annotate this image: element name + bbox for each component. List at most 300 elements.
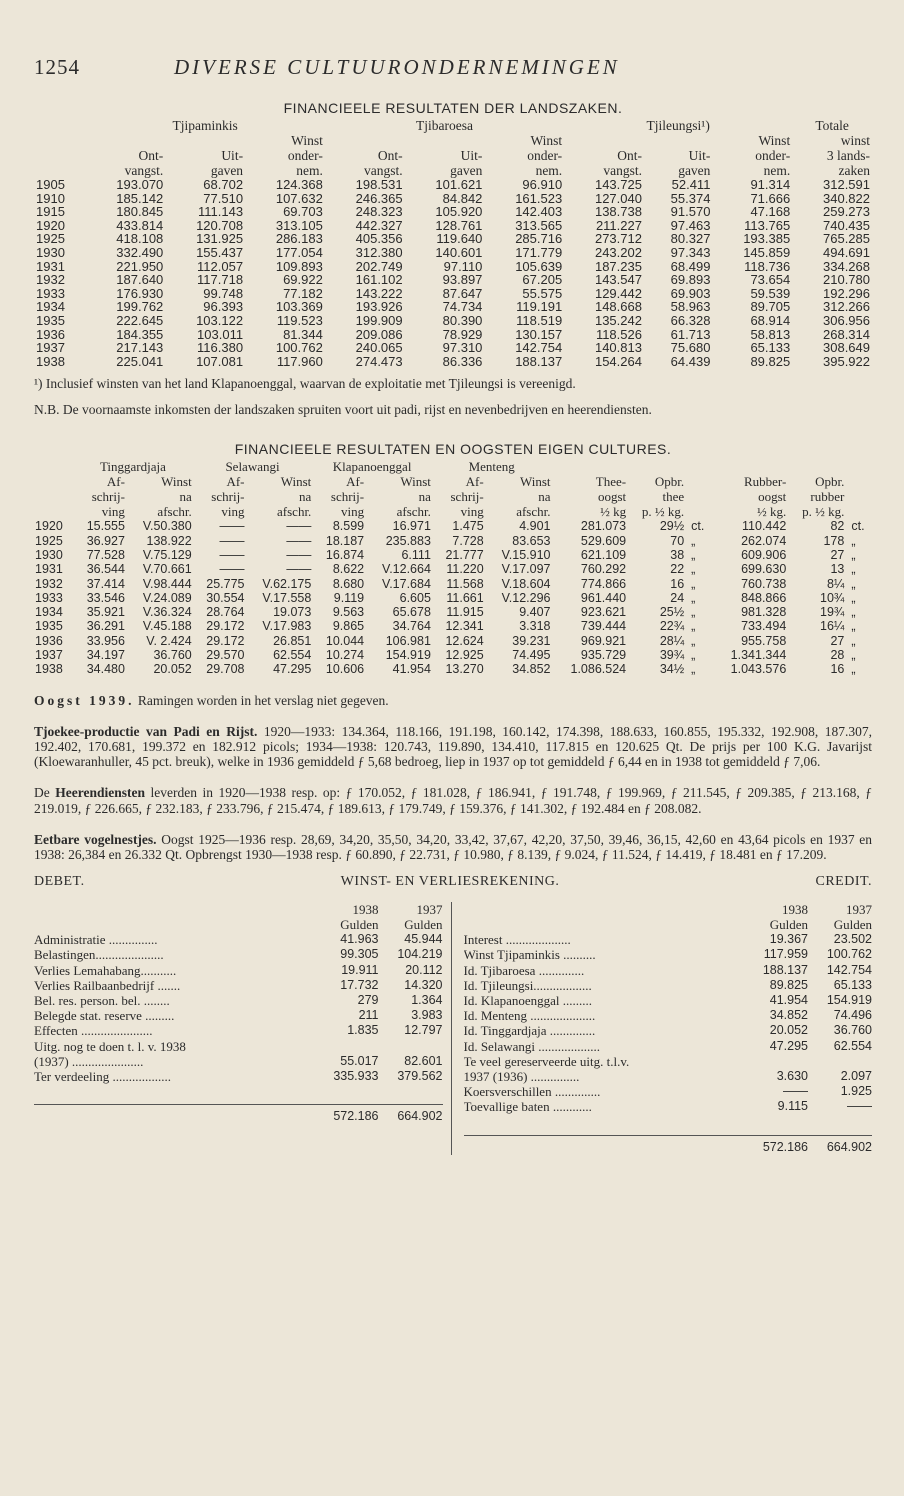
fin-cell: 1937 (36, 340, 65, 356)
tjoekee-text: 1920—1933: 134.364, 118.166, 191.198, 160.142, 174.398, 188.633, 160.855, 195.332, 192.908, 187.307, 192.402, 170.681, 199.372 en 182.912 picols; 1934—1938: 120.743, 119.890, 134.410, 117.815 en 120.625 Qt. De prijs per 100 K.G. Javarijst (Kloewaranhuller, 45 pct. breuk), welke in 1936 gemiddeld ƒ 5,68 bedroeg, liep in 1937 op tot gemiddeld ƒ 6,44 en in 1938 tot gemiddeld ƒ 7,06. (34, 723, 873, 770)
credit-value-1937: 65.133 (833, 977, 872, 992)
cult-cell: 82 (830, 519, 845, 534)
cult-head_row3 (34, 504, 872, 519)
cult-cell: „ (691, 662, 696, 677)
credit-row (464, 1054, 873, 1069)
fin-cell: 202.749 (355, 258, 403, 274)
credit-row (464, 1069, 873, 1084)
credit-value-1938: 3.630 (776, 1069, 808, 1084)
fin-cell: 494.691 (823, 244, 870, 260)
cult-col-header: schrij- (91, 489, 125, 505)
credit-unit-1937: Gulden (833, 917, 872, 933)
vogel-label: Eetbare vogelnestjes. (34, 831, 157, 847)
fin-cell: 116.380 (197, 340, 244, 356)
cult-col-header: Af- (226, 474, 245, 490)
heeren-label: Heerendiensten (55, 785, 146, 801)
fin-cell: 246.365 (355, 190, 403, 206)
cult-col-header (34, 474, 73, 489)
cult-head_row2 (34, 489, 872, 504)
cult-cell: 923.621 (580, 605, 627, 620)
fin-cell: 308.649 (823, 340, 870, 356)
cult-group-3: Menteng (468, 459, 515, 475)
fin-cell: 193.926 (355, 299, 403, 315)
cult-cell: 29.172 (206, 633, 245, 648)
credit-label: Toevallige baten ............ (463, 1099, 592, 1115)
fin-cell: 188.137 (515, 353, 563, 369)
cult-table (34, 459, 872, 676)
cult-group-2: Klapanoenggal (332, 459, 412, 475)
debit-value-1937: 379.562 (397, 1069, 443, 1084)
fin-cell: 142.403 (515, 204, 563, 220)
fin-table-row (34, 273, 872, 287)
credit-value-1938: 19.367 (769, 932, 808, 947)
cult-col-header: Af- (346, 474, 365, 490)
cult-cell: 27 (830, 633, 845, 648)
cult-cell: 13.270 (445, 662, 484, 677)
fin-cell: 140.601 (435, 244, 483, 260)
credit-unit-row (464, 917, 873, 932)
fin-cell: 1910 (36, 190, 65, 206)
cult-cell: „ (691, 547, 696, 562)
credit-value-1937: 62.554 (833, 1038, 872, 1053)
credit-label: 1937 (1936) ............... (463, 1069, 580, 1085)
cult-cell: 178 (823, 533, 845, 548)
credit-label: CREDIT. (815, 874, 872, 890)
fin-cell: 225.041 (116, 353, 164, 369)
cult-cell: 33.546 (86, 590, 125, 605)
credit-value-1937: 36.760 (833, 1023, 872, 1038)
fin-cell: 68.702 (203, 177, 244, 192)
fin-cell: 68.499 (670, 258, 711, 274)
cult-cell: 1935 (35, 619, 63, 634)
fin-cell: 143.547 (594, 272, 642, 288)
cult-table-row (34, 534, 872, 548)
heeren-prefix: De (34, 785, 50, 801)
fin-col-header (86, 133, 166, 148)
fin-cell: 81.344 (283, 326, 323, 342)
cult-cell: „ (851, 590, 856, 605)
fin-cell: 91.570 (670, 204, 711, 220)
heeren-paragraph (34, 785, 872, 815)
credit-value-1937: 23.502 (833, 932, 872, 947)
fin-cell: 171.779 (515, 244, 563, 260)
credit-label: Id. Tinggardjaja .............. (463, 1023, 596, 1039)
debit-value-1938: 335.933 (333, 1069, 379, 1084)
fin-cell: 180.845 (116, 204, 164, 220)
debit-year-1937: 1937 (416, 902, 443, 918)
cult-cell: 12.925 (445, 647, 484, 662)
fin-cell: 221.950 (116, 258, 164, 274)
cult-cell: 1925 (35, 533, 63, 548)
vogel-paragraph (34, 832, 872, 862)
cult-col-header (845, 504, 872, 519)
fin-cell: 84.842 (442, 190, 483, 206)
cult-col-header: afschr. (157, 504, 192, 520)
debit-value-1937: 3.983 (411, 1008, 443, 1023)
cult-col-header: na (299, 489, 312, 505)
heeren-text: leverden in 1920—1938 resp. op: ƒ 170.052, ƒ 181.028, ƒ 186.941, ƒ 191.748, ƒ 199.969, ƒ 211.545, ƒ 209.385, ƒ 213.168, ƒ 219.019, ƒ 226.665, ƒ 232.183, ƒ 233.796, ƒ 215.474, ƒ 189.613, ƒ 179.749, ƒ 159.376, ƒ 141.302, ƒ 192.484 en ƒ 208.082. (34, 785, 873, 816)
fin-cell: 101.621 (435, 177, 483, 192)
fin-cell: 80.390 (442, 312, 483, 328)
fin-col-header (564, 133, 644, 148)
fin-cell: 77.182 (283, 285, 323, 301)
debit-row (34, 1069, 443, 1084)
credit-label: Id. Selawangi ................... (463, 1038, 600, 1054)
cult-cell: 74.495 (512, 647, 551, 662)
fin-cell: 1931 (36, 258, 65, 274)
debit-unit-1937: Gulden (404, 917, 443, 933)
fin-cell: 118.736 (744, 258, 791, 274)
fin-cell: 306.956 (823, 312, 870, 328)
debit-row (34, 993, 443, 1008)
cult-cell: V.75.129 (142, 547, 192, 562)
fin-cell: 87.647 (442, 285, 483, 301)
cult-cell: 34.852 (512, 662, 551, 677)
fin-cell: 765.285 (823, 231, 870, 247)
fin-cell: 131.925 (196, 231, 244, 247)
fin-table-row (34, 246, 872, 260)
fin-cell: 119.523 (276, 312, 323, 328)
fin-col-header: vangst. (124, 163, 164, 178)
fin-cell: 145.859 (743, 244, 791, 260)
credit-label: Id. Menteng .................... (463, 1008, 596, 1024)
fin-cell: 118.526 (595, 326, 642, 342)
fin-col-header: vangst. (364, 163, 403, 178)
fin-cell: 61.713 (670, 326, 711, 342)
cult-cell: 36.291 (86, 619, 125, 634)
cult-blank-right (552, 459, 873, 474)
cult-cell: 38 (670, 547, 685, 562)
debit-label: Administratie ............... (34, 932, 158, 948)
cult-col-header: schrij- (211, 489, 245, 505)
cult-cell: 65.678 (392, 605, 431, 620)
cult-cell: V.50.380 (142, 519, 192, 534)
fin-cell: 105.920 (435, 204, 483, 220)
cult-cell: 11.568 (446, 576, 484, 591)
fin-cell: 177.054 (275, 244, 323, 260)
fin-cell: 103.369 (275, 299, 323, 315)
cult-cell: 16 (670, 576, 685, 591)
cult-col-header (34, 504, 73, 519)
fin-cell: 119.191 (516, 299, 563, 315)
cult-col-header: schrij- (450, 489, 484, 505)
fin-cell: 75.680 (670, 340, 711, 356)
cult-cell: „ (851, 576, 856, 591)
fin-head_row1 (34, 133, 872, 148)
cult-cell: 39¾ (659, 647, 685, 662)
cult-cell: V.12.664 (382, 562, 431, 577)
fin-cell: 184.355 (116, 326, 164, 342)
fin-group-2: Tjileungsi¹) (646, 118, 710, 133)
cult-group-1: Selawangi (225, 459, 280, 475)
fin-cell: 67.205 (522, 272, 563, 288)
cult-cell: 36.760 (153, 647, 192, 662)
cult-cell: 25½ (659, 605, 685, 620)
cult-table-row (34, 648, 872, 662)
fin-cell: 740.435 (823, 217, 870, 233)
cult-col-header: p. ½ kg. (802, 504, 845, 520)
cult-cell: ct. (691, 519, 705, 534)
cult-cell: 11.220 (446, 562, 484, 577)
cult-col-header: ving (101, 504, 125, 520)
oogst-paragraph (34, 693, 872, 708)
cult-table-row (34, 591, 872, 605)
cult-cell: 4.901 (519, 519, 551, 534)
cult-cell: 235.883 (385, 533, 431, 548)
fin-cell: 199.762 (116, 299, 164, 315)
cult-cell: V.62.175 (262, 576, 312, 591)
cult-cell: 8.622 (332, 562, 365, 577)
fin-cell: 1920 (36, 217, 65, 233)
cult-col-header: Opbr. (654, 474, 685, 490)
cult-cell: 37.414 (86, 576, 125, 591)
fin-cell: 1915 (36, 204, 65, 220)
debit-value-1938: 1.835 (347, 1023, 379, 1038)
fin-col-header: Ont- (377, 148, 403, 163)
cult-cell: 34.197 (86, 647, 125, 662)
cult-cell: 47.295 (273, 662, 312, 677)
cult-cell: 16.874 (325, 547, 365, 562)
cult-cell: —— (219, 533, 245, 548)
debit-value-1937: 104.219 (397, 947, 443, 962)
fin-col-header: zaken (838, 163, 870, 178)
cult-cell: 10.274 (325, 647, 365, 662)
cult-cell: 29½ (659, 519, 685, 534)
cult-table-row (34, 605, 872, 619)
cult-cell: 1920 (35, 519, 63, 534)
cult-cell: 16.971 (392, 519, 431, 534)
fin-cell: 1930 (36, 244, 65, 260)
cult-col-header: ving (460, 504, 484, 520)
fin-cell: 80.327 (670, 231, 711, 247)
cult-cell: 138.922 (146, 533, 192, 548)
fin-col-header: nem. (763, 163, 791, 178)
cult-cell: 27 (830, 547, 845, 562)
cult-cell: V.36.324 (142, 605, 192, 620)
debit-value-1937: 45.944 (404, 932, 443, 947)
cult-cell: 281.073 (580, 519, 627, 534)
cult-cell: „ (691, 533, 696, 548)
running-title: DIVERSE CULTUURONDERNEMINGEN (174, 55, 620, 79)
cult-cell: 9.865 (332, 619, 365, 634)
fin-cell: 1936 (36, 326, 65, 342)
fin-cell: 285.716 (515, 231, 563, 247)
credit-total-row (464, 1135, 873, 1155)
tjoekee-paragraph (34, 724, 872, 770)
cult-cell: 29.172 (206, 619, 245, 634)
fin-group-3: Totale (815, 118, 849, 133)
cult-table-title: FINANCIEELE RESULTATEN EN OOGSTEN EIGEN CULTURES. (234, 441, 672, 458)
fin-col-header: onder- (527, 148, 563, 163)
cult-cell: 848.866 (741, 590, 787, 605)
fin-cell: 161.102 (355, 272, 403, 288)
credit-total-1938: 572.186 (762, 1139, 808, 1154)
debit-label: Verlies Lemahabang........... (34, 962, 177, 978)
cult-cell: 1931 (35, 562, 63, 577)
oogst-label: Oogst 1939. (34, 692, 135, 708)
cult-cell: 733.494 (741, 619, 787, 634)
credit-value-1937: 74.496 (833, 1008, 872, 1023)
fin-cell: 193.385 (743, 231, 791, 247)
credit-label: Id. Tjibaroesa .............. (463, 962, 585, 978)
fin-col-header: 3 lands- (826, 148, 870, 163)
fin-cell: 1934 (36, 299, 65, 315)
fin-cell: 58.963 (670, 299, 711, 315)
fin-cell: 286.183 (275, 231, 323, 247)
cult-col-header (845, 474, 872, 489)
credit-label: Id. Klapanoenggal ......... (463, 993, 593, 1009)
credit-value-1938: —— (783, 1084, 808, 1099)
cult-cell: 7.728 (452, 533, 484, 548)
fin-cell: 97.310 (442, 340, 483, 356)
credit-row (464, 947, 873, 962)
debit-value-1938: 99.305 (340, 947, 379, 962)
fin-col-header: Uit- (460, 148, 483, 163)
credit-value-1937: 100.762 (826, 947, 872, 962)
cult-cell: „ (691, 576, 696, 591)
cult-cell: 25.775 (206, 576, 245, 591)
cult-cell: „ (691, 633, 696, 648)
credit-label: Winst Tjipaminkis .......... (463, 947, 596, 963)
cult-col-header: ving (221, 504, 245, 520)
fin-table-row (34, 355, 872, 369)
fin-cell: 268.314 (823, 326, 870, 342)
cult-cell: V.24.089 (142, 590, 192, 605)
cult-cell: 28¼ (659, 633, 685, 648)
fin-cell: 1935 (36, 312, 65, 328)
cult-cell: 110.442 (742, 519, 787, 534)
fin-cell: 187.640 (116, 272, 164, 288)
credit-label: Koersverschillen .............. (463, 1084, 601, 1100)
fin-cell: 1925 (36, 231, 65, 247)
fin-table-row (34, 341, 872, 355)
credit-label: Te veel gereserveerde uitg. t.l.v. (463, 1053, 630, 1069)
cult-cell: 1.475 (452, 519, 484, 534)
cult-cell: 15.555 (86, 519, 125, 534)
cult-col-header: schrij- (330, 489, 365, 505)
credit-value-1937: 142.754 (826, 962, 872, 977)
cult-group-header (34, 459, 872, 474)
fin-cell: 129.442 (594, 285, 642, 301)
cult-table-row (34, 519, 872, 533)
debit-value-1937: 1.364 (411, 993, 443, 1008)
credit-row (464, 1039, 873, 1054)
fin-cell: 77.510 (203, 190, 244, 206)
wv-account (34, 902, 872, 1155)
fin-col-header: gaven (210, 163, 244, 178)
cult-col-header: afschr. (277, 504, 312, 520)
debit-unit-1938: Gulden (340, 917, 379, 933)
debit-value-1937: 20.112 (405, 962, 443, 977)
cult-cell: V.18.604 (501, 576, 551, 591)
credit-value-1938: 188.137 (762, 962, 808, 977)
cult-cell: 8¼ (826, 576, 845, 591)
debit-row (34, 1008, 443, 1023)
fin-cell: 58.813 (750, 326, 791, 342)
cult-cell: 9.407 (519, 605, 551, 620)
fin-cell: 111.143 (198, 204, 244, 220)
cult-cell: 77.528 (86, 547, 125, 562)
debit-row (34, 932, 443, 947)
cult-cell: 22 (670, 562, 685, 577)
cult-cell: 1936 (35, 633, 63, 648)
credit-value-1938: 20.052 (769, 1023, 808, 1038)
debit-row (34, 963, 443, 978)
fin-head_row3 (34, 163, 872, 178)
cult-cell: „ (691, 619, 696, 634)
cult-cell: 28.764 (206, 605, 245, 620)
cult-table-row (34, 634, 872, 648)
fin-table-row (34, 260, 872, 274)
credit-year-row (464, 902, 873, 917)
credit-label: Interest .................... (463, 932, 571, 948)
fin-cell: 127.040 (594, 190, 642, 206)
cult-cell: ct. (851, 519, 865, 534)
cult-cell: V.70.661 (142, 562, 192, 577)
cult-cell: 935.729 (580, 647, 627, 662)
fin-cell: 97.110 (443, 258, 483, 274)
fin-cell: 73.654 (750, 272, 791, 288)
cult-cell: 20.052 (153, 662, 192, 677)
cult-table-row (34, 662, 872, 676)
cult-cell: 26.851 (273, 633, 312, 648)
cult-col-header: na (418, 489, 431, 505)
cult-cell: 8.680 (332, 576, 365, 591)
fin-cell: 1932 (36, 272, 65, 288)
debit-total-1938: 572.186 (333, 1109, 379, 1124)
cult-table-row (34, 548, 872, 562)
fin-cell: 433.814 (116, 217, 164, 233)
cult-col-header: Winst (400, 474, 431, 490)
fin-cell: 192.296 (823, 285, 870, 301)
fin-cell: 117.960 (276, 353, 323, 369)
fin-cell: 405.356 (355, 231, 403, 247)
fin-cell: 69.903 (670, 285, 711, 301)
cult-cell: 13 (830, 562, 845, 577)
debit-value-1938: 211 (358, 1008, 379, 1023)
debit-column (34, 902, 451, 1155)
fin-cell: 1933 (36, 285, 65, 301)
fin-cell: 143.725 (594, 177, 642, 192)
fin-cell: 71.666 (750, 190, 791, 206)
cult-cell: 11.661 (446, 590, 484, 605)
fin-cell: 1905 (36, 177, 65, 192)
fin-blank (34, 118, 86, 133)
cult-cell: —— (219, 519, 245, 534)
fin-cell: 69.893 (670, 272, 711, 288)
cult-col-header: ½ kg. (757, 504, 787, 520)
fin-col-header: Winst (530, 133, 563, 148)
cult-cell: 1932 (35, 576, 63, 591)
cult-cell: 3.318 (519, 619, 551, 634)
fin-cell: 69.922 (283, 272, 323, 288)
cult-cell: 981.328 (741, 605, 787, 620)
fin-cell: 312.380 (355, 244, 403, 260)
cult-cell: 29.570 (206, 647, 245, 662)
cult-cell: „ (691, 562, 696, 577)
cult-cell: 11.915 (446, 605, 484, 620)
fin-cell: 199.909 (355, 312, 403, 328)
fin-cell: 274.473 (355, 353, 403, 369)
fin-cell: 259.273 (823, 204, 870, 220)
nb-note (34, 402, 872, 417)
cult-cell: 955.758 (741, 633, 787, 648)
debit-value-1938: 17.732 (340, 977, 379, 992)
wv-header (34, 874, 872, 890)
fin-col-header: Uit- (688, 148, 711, 163)
fin-cell: 59.539 (750, 285, 791, 301)
fin-head_row2 (34, 148, 872, 163)
